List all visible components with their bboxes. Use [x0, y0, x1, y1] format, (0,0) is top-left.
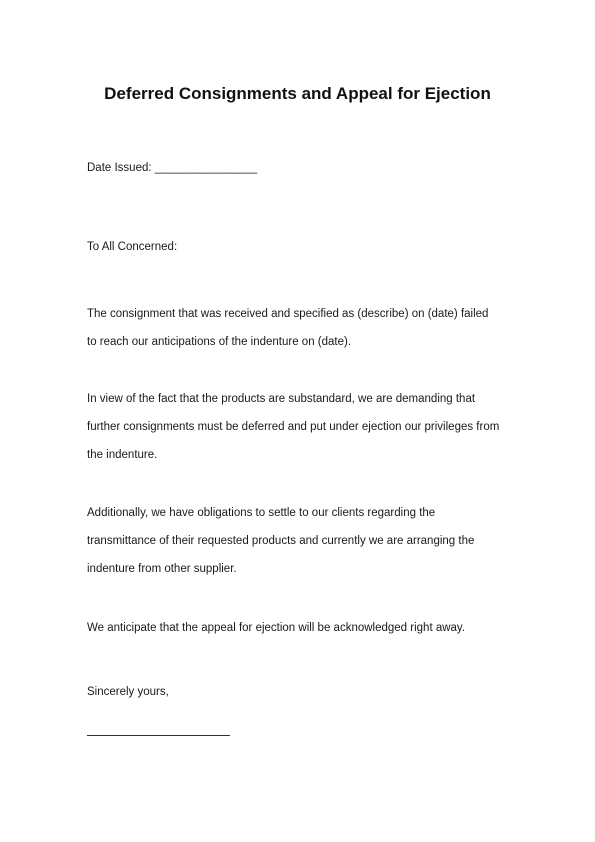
page-title: Deferred Consignments and Appeal for Ejection: [104, 84, 491, 103]
paragraph-1-line-1: The consignment that was received and specified as (describe) on (date) failed: [87, 308, 489, 320]
paragraph-2-line-2: further consignments must be deferred and put under ejection our privileges from: [87, 421, 500, 433]
paragraph-3-line-2: transmittance of their requested products and currently we are arranging the: [87, 535, 475, 547]
salutation: To All Concerned:: [87, 241, 178, 253]
paragraph-2-line-3: the indenture.: [87, 449, 158, 461]
paragraph-1-line-2: to reach our anticipations of the indenture on (date).: [87, 336, 352, 348]
date-issued-line: Date Issued: ________________: [87, 162, 258, 174]
closing: Sincerely yours,: [87, 686, 169, 698]
paragraph-2-line-1: In view of the fact that the products are substandard, we are demanding that: [87, 393, 476, 405]
paragraph-3-line-1: Additionally, we have obligations to settle to our clients regarding the: [87, 507, 436, 519]
paragraph-4: We anticipate that the appeal for ejection will be acknowledged right away.: [87, 622, 466, 634]
signature-line: [87, 735, 230, 736]
paragraph-3-line-3: indenture from other supplier.: [87, 563, 237, 575]
